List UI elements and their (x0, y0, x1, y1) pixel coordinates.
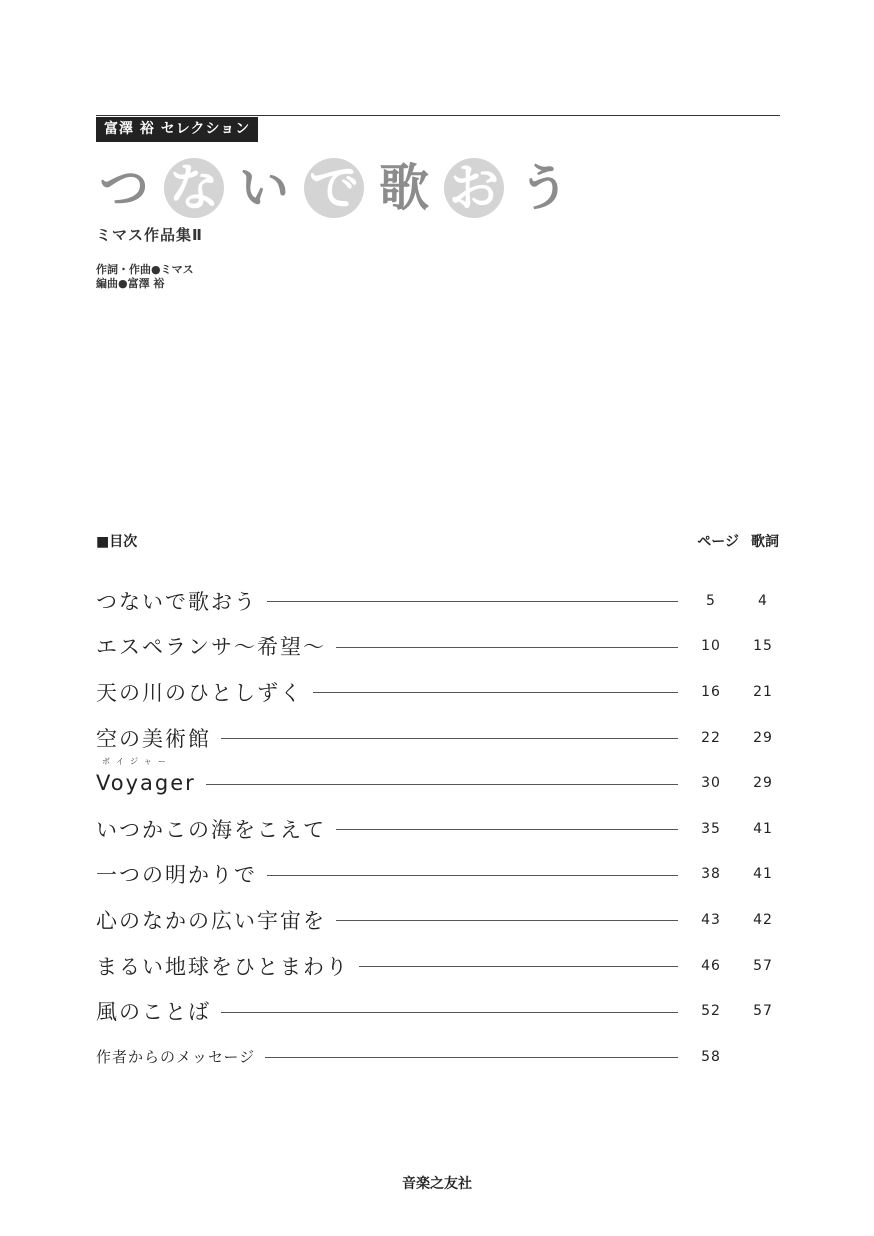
toc-page-number: 5 (706, 592, 716, 609)
title-char: 歌 (379, 159, 429, 217)
leader-line (221, 1012, 678, 1013)
credits (96, 263, 194, 291)
ruby-reading: ボイジャー (102, 757, 172, 767)
toc-page-number: 35 (701, 820, 721, 837)
credit-lyrics-composer: 作詞・作曲●ミマス (96, 263, 194, 276)
leader-line (267, 875, 678, 876)
toc-lyrics-page: 29 (753, 775, 773, 792)
toc-title: 風のことば (96, 1000, 211, 1025)
toc-title: つないで歌おう (96, 589, 257, 614)
leader-line (267, 601, 678, 602)
toc-page-number: 16 (701, 683, 721, 700)
toc-title: Voyager (96, 771, 196, 796)
toc-list (96, 578, 780, 1080)
toc-title: 心のなかの広い宇宙を (96, 908, 326, 933)
toc-row (96, 852, 780, 898)
toc-row (96, 897, 780, 943)
toc-lyrics-page: 41 (753, 820, 773, 837)
toc-page-number: 52 (701, 1003, 721, 1020)
leader-line (336, 829, 678, 830)
leader-line (336, 647, 678, 648)
toc-column-headers (697, 531, 779, 551)
leader-line (359, 966, 678, 967)
toc-row (96, 578, 780, 624)
title-char: つ (99, 159, 149, 217)
toc-row (96, 757, 780, 806)
leader-line (336, 920, 678, 921)
toc-row (96, 715, 780, 761)
toc-title: 空の美術館 (96, 726, 211, 751)
leader-line (265, 1057, 678, 1058)
title-char: で (304, 158, 364, 218)
toc-page-number: 43 (701, 911, 721, 928)
publisher: 音楽之友社 (402, 1176, 472, 1192)
toc-title: まるい地球をひとまわり (96, 954, 349, 979)
toc-row (96, 1034, 780, 1080)
top-rule (96, 115, 780, 116)
toc-lyrics-page: 4 (758, 592, 768, 609)
toc-page-number: 58 (701, 1048, 721, 1065)
book-title (94, 156, 584, 220)
toc-row (96, 806, 780, 852)
toc-title: 天の川のひとしずく (96, 680, 303, 705)
subtitle: ミマス作品集Ⅱ (96, 226, 203, 244)
toc-lyrics-page: 41 (753, 866, 773, 883)
leader-line (206, 784, 678, 785)
title-char: い (239, 159, 289, 217)
toc-heading: ■目次 (96, 534, 138, 550)
toc-lyrics-page: 29 (753, 729, 773, 746)
toc-page-number: 46 (701, 957, 721, 974)
toc-title: 作者からのメッセージ (96, 1048, 256, 1067)
credit-arranger: 編曲●富澤 裕 (96, 277, 165, 290)
toc-lyrics-page: 57 (753, 1003, 773, 1020)
toc-lyrics-page: 57 (753, 957, 773, 974)
toc-page-number: 38 (701, 866, 721, 883)
series-label: 富澤 裕 セレクション (96, 117, 258, 142)
col-lyrics-label: 歌詞 (751, 534, 779, 550)
title-char: な (164, 158, 224, 218)
toc-lyrics-page: 15 (753, 638, 773, 655)
toc-row (96, 669, 780, 715)
title-char: う (519, 159, 569, 217)
toc-lyrics-page: 21 (753, 683, 773, 700)
toc-row (96, 624, 780, 670)
toc-title: いつかこの海をこえて (96, 817, 326, 842)
title-char: お (444, 158, 504, 218)
toc-title: エスペランサ～希望～ (96, 635, 326, 660)
toc-row (96, 988, 780, 1034)
col-page-label: ページ (697, 534, 739, 550)
toc-page-number: 10 (701, 638, 721, 655)
leader-line (313, 692, 678, 693)
toc-page-number: 30 (701, 775, 721, 792)
toc-lyrics-page: 42 (753, 911, 773, 928)
toc-page-number: 22 (701, 729, 721, 746)
leader-line (221, 738, 678, 739)
toc-title: 一つの明かりで (96, 863, 257, 888)
toc-row (96, 943, 780, 989)
